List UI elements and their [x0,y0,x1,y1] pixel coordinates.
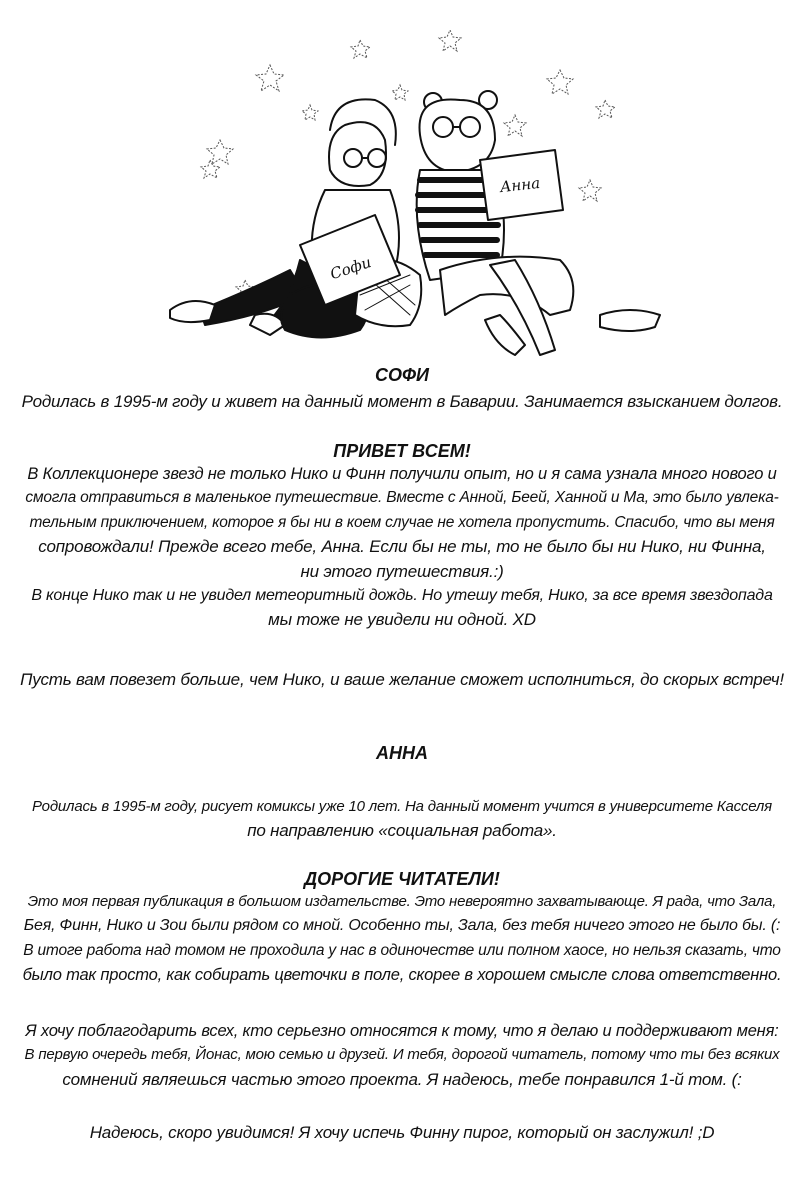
sofi-line: мы тоже не увидели ни одной. XD [268,610,536,630]
sofi-line: смогла отправиться в маленькое путешествие. Вместе с Анной, Беей, Ханной и Ма, это было увлека- [25,489,779,507]
sofi-sign-label: Софи [327,253,374,284]
sofi-bio: Родилась в 1995-м году и живет на данный момент в Баварии. Занимается взысканием долгов. [21,392,783,411]
anna-sign-label: Анна [499,173,541,197]
star-icon [547,70,573,94]
anna-message [20,868,784,988]
anna-line: Это моя первая публикация в большом издательстве. Это невероятно захватывающе. Я рада, что Зала, [27,893,777,910]
anna-bio-line: Родилась в 1995-м году, рисует комиксы уже 10 лет. На данный момент учится в университете Касселя [32,798,772,815]
anna-closing [20,1121,784,1145]
anna-line: Бея, Финн, Нико и Зои были рядом со мной. Особенно ты, Зала, без тебя ничего этого не было бы. (: [23,917,781,935]
anna-bio [20,795,784,844]
star-icon [579,180,601,201]
anna-closing-text: Надеюсь, скоро увидимся! Я хочу испечь Финну пирог, который он заслужил! ;D [89,1123,715,1142]
sofi-title: СОФИ [375,365,429,385]
star-icon [392,85,408,100]
sofi-greeting: ПРИВЕТ ВСЕМ! [333,441,471,461]
star-icon [201,160,220,178]
anna-sign [480,150,563,220]
sofi-line: ни этого путешествия.:) [300,561,504,581]
anna-greeting: ДОРОГИЕ ЧИТАТЕЛИ! [304,869,500,889]
anna-bio-line: по направлению «социальная работа». [247,821,557,841]
anna-section [20,742,784,764]
star-icon [207,140,233,164]
sofi-closing-text: Пусть вам повезет больше, чем Нико, и ваше желание сможет исполниться, до скорых встреч! [20,670,784,689]
anna-title: АННА [376,743,428,763]
star-icon [439,30,461,51]
anna-line: было так просто, как собирать цветочки в поле, скорее в хорошем смысле слова ответственно. [22,966,782,985]
star-icon [596,100,615,118]
anna-thanks-line: сомнений являешься частью этого проекта. Я надеюсь, тебе понравился 1-й том. (: [62,1069,742,1089]
sofi-figure [170,99,421,337]
anna-thanks [20,1019,784,1092]
sofi-line: В Коллекционере звезд не только Нико и Финн получили опыт, но и я сама узнала много нового и [27,465,777,483]
sofi-anna-illustration [150,30,670,375]
anna-thanks-line: Я хочу поблагодарить всех, кто серьезно относятся к тому, что я делаю и поддерживают меня: [25,1022,779,1040]
sofi-line: тельным приключением, которое я бы ни в коем случае не хотела пропустить. Спасибо, что вы меня [29,513,775,531]
star-icon [302,105,318,120]
star-icon [351,40,370,58]
sofi-line: В конце Нико так и не увидел метеоритный дождь. Но утешу тебя, Нико, за все время звездопада [31,587,773,605]
anna-line: В итоге работа над томом не проходила у нас в одиночестве или полном хаосе, но нельзя сказать, что [23,941,781,959]
anna-figure [417,91,660,355]
anna-thanks-line: В первую очередь тебя, Йонас, мою семью и друзей. И тебя, дорогой читатель, потому что ты без всяких [24,1046,780,1064]
star-icon [504,115,526,136]
sofi-section [20,364,784,414]
sofi-line: сопровождали! Прежде всего тебе, Анна. Если бы не ты, то не было бы ни Нико, ни Финна, [38,537,766,557]
sofi-message [20,440,784,633]
star-icon [256,65,284,91]
sofi-closing [20,668,784,692]
